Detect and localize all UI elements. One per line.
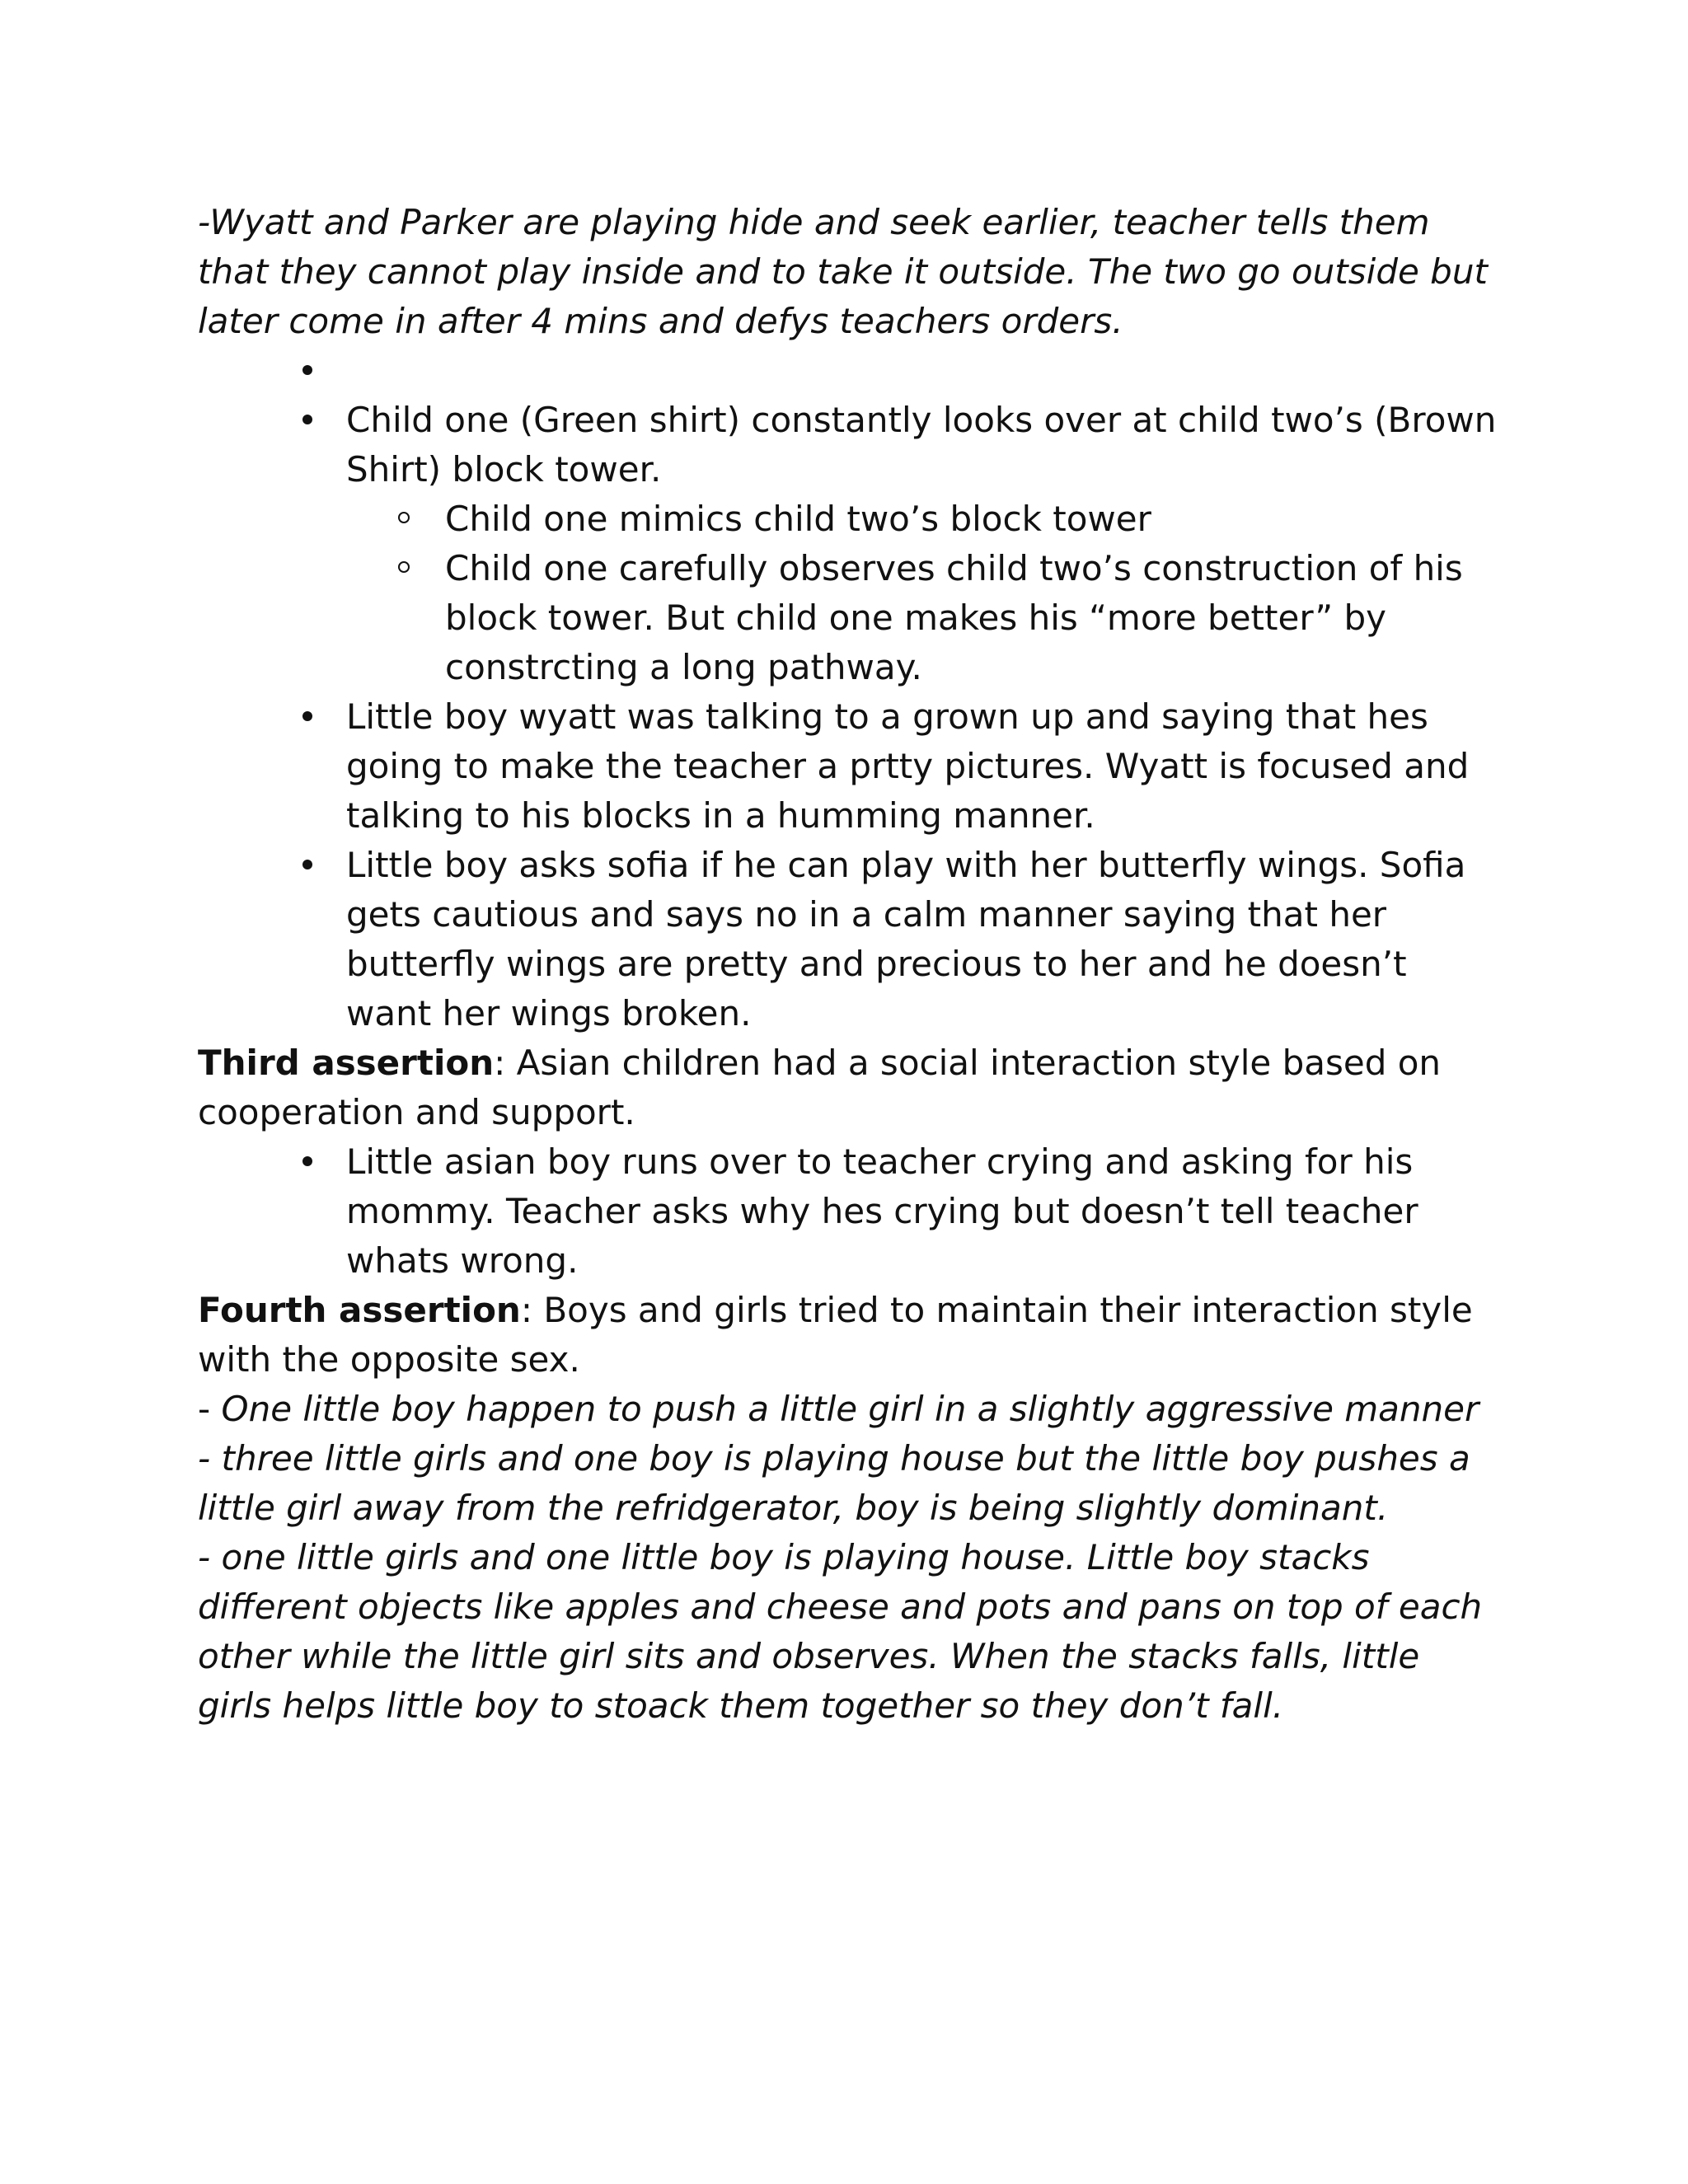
fourth-note [198, 1385, 1500, 1434]
observation-list-continued [198, 692, 1500, 1038]
bullet-icon [295, 841, 320, 890]
fourth-assertion-label: Fourth assertion [198, 1290, 521, 1330]
fourth-assertion-text: : Boys and girls tried to maintain their interaction style with the opposite sex. [198, 1290, 1473, 1380]
bullet-icon [295, 692, 320, 742]
observation-list [198, 346, 1500, 494]
third-assertion-text: : Asian children had a social interaction style based on cooperation and support. [198, 1043, 1442, 1132]
list-item-text: Little boy asks sofia if he can play with her butterfly wings. Sofia gets cautious and says no in a calm manner saying that her butterfly wings are pretty and precious to her and he doesn’t want her wings broken. [346, 845, 1466, 1033]
note-text: One little boy happen to push a little girl in a slightly aggressive manner [221, 1389, 1479, 1429]
sub-list-item [198, 544, 1500, 692]
sub-observation-list [198, 494, 1500, 692]
document-body [198, 198, 1500, 1731]
list-item [198, 396, 1500, 494]
bullet-icon [295, 346, 320, 396]
sub-list-item-text: Child one mimics child two’s block tower [445, 499, 1151, 539]
list-item-text: Child one (Green shirt) constantly looks over at child two’s (Brown Shirt) block tower. [346, 400, 1497, 490]
sub-list-item [198, 494, 1500, 544]
circle-bullet-icon [392, 544, 416, 593]
circle-bullet-icon [392, 494, 416, 544]
list-item [198, 1137, 1500, 1286]
list-item [198, 841, 1500, 1038]
sub-list-item-text: Child one carefully observes child two’s construction of his block tower. But child one makes his “more better” by constrcting a long pathway. [445, 548, 1463, 687]
list-item-text: Little boy wyatt was talking to a grown up and saying that hes going to make the teacher a prtty pictures. Wyatt is focused and talking to his blocks in a humming manner. [346, 696, 1470, 836]
third-assertion-list [198, 1137, 1500, 1286]
third-assertion [198, 1038, 1500, 1137]
list-item [198, 692, 1500, 841]
fourth-note: - three little girls and one boy is playing house but the little boy pushes a little girl away from the refridgerator, boy is being slightly dominant. [198, 1438, 1470, 1528]
intro-paragraph: -Wyatt and Parker are playing hide and seek earlier, teacher tells them that they cannot play inside and to take it outside. The two go outside but later come in after 4 mins and defys teachers orders. [198, 202, 1488, 341]
list-item [198, 346, 1500, 396]
list-item-text: Little asian boy runs over to teacher crying and asking for his mommy. Teacher asks why hes crying but doesn’t tell teacher whats wrong. [346, 1141, 1418, 1281]
fourth-assertion [198, 1286, 1500, 1385]
note-dash: - [198, 1389, 222, 1429]
fourth-note: - one little girls and one little boy is playing house. Little boy stacks different objects like apples and cheese and pots and pans on top of each other while the little girl sits and observes. When the stacks falls, little girls helps little boy to stoack them together so they don’t fall. [198, 1537, 1483, 1726]
bullet-icon [295, 1137, 320, 1187]
bullet-icon [295, 396, 320, 445]
third-assertion-label: Third assertion [198, 1043, 495, 1083]
